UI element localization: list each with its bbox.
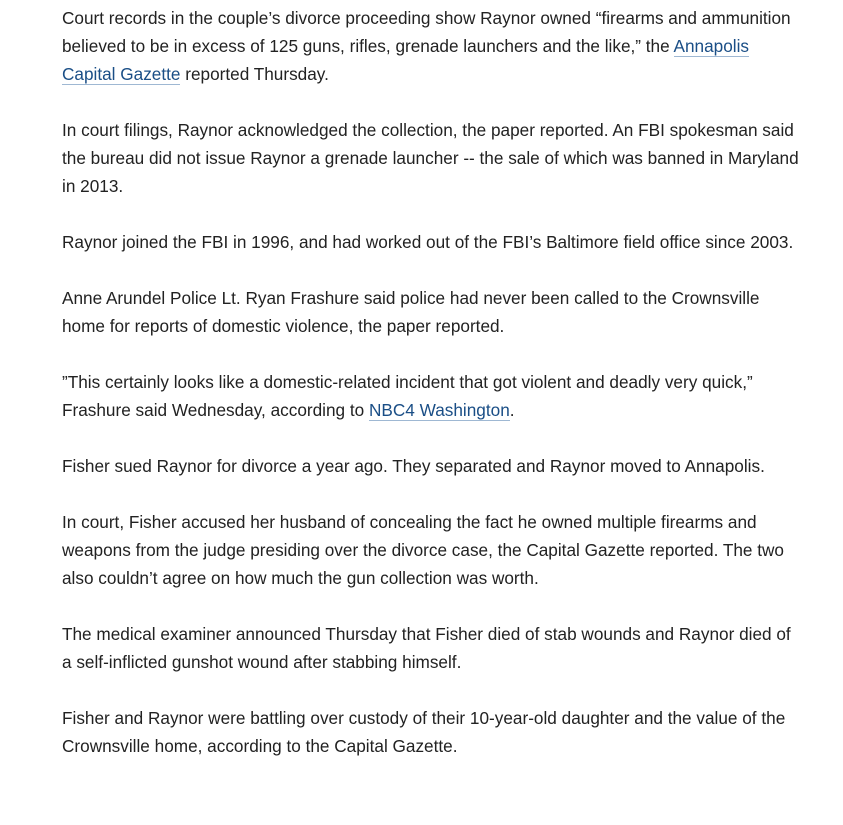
article-paragraph-1	[62, 4, 802, 88]
article-paragraph-6: Fisher sued Raynor for divorce a year ago. They separated and Raynor moved to Annapolis.	[62, 456, 765, 476]
article-body	[62, 4, 802, 760]
article-paragraph-2: In court filings, Raynor acknowledged the collection, the paper reported. An FBI spokesman said the bureau did not issue Raynor a grenade launcher -- the sale of which was banned in Maryland in 2013.	[62, 120, 799, 196]
paragraph-text: ”This certainly looks like a domestic-related incident that got violent and deadly very quick,” Frashure said Wednesday, according to	[62, 372, 753, 420]
article-paragraph-4: Anne Arundel Police Lt. Ryan Frashure said police had never been called to the Crownsville home for reports of domestic violence, the paper reported.	[62, 288, 760, 336]
paragraph-text: .	[509, 400, 515, 420]
annapolis-capital-gazette-link[interactable]: Annapolis Capital Gazette	[62, 36, 749, 84]
paragraph-text: Court records in the couple’s divorce proceeding show Raynor owned “firearms and ammunition believed to be in excess of 125 guns, rifles, grenade launchers and the like,” the	[62, 8, 791, 56]
article-paragraph-8: The medical examiner announced Thursday that Fisher died of stab wounds and Raynor died of a self-inflicted gunshot wound after stabbing himself.	[62, 624, 791, 672]
nbc4-washington-link[interactable]: NBC4 Washington	[369, 400, 510, 420]
paragraph-text: reported Thursday.	[180, 64, 329, 84]
article-paragraph-7: In court, Fisher accused her husband of concealing the fact he owned multiple firearms and weapons from the judge presiding over the divorce case, the Capital Gazette reported. The two also couldn’t agree on how much the gun collection was worth.	[62, 512, 784, 588]
article-paragraph-3: Raynor joined the FBI in 1996, and had worked out of the FBI’s Baltimore field office since 2003.	[62, 232, 794, 252]
article-paragraph-9: Fisher and Raynor were battling over custody of their 10-year-old daughter and the value of the Crownsville home, according to the Capital Gazette.	[62, 708, 786, 756]
article-paragraph-5	[62, 368, 802, 424]
